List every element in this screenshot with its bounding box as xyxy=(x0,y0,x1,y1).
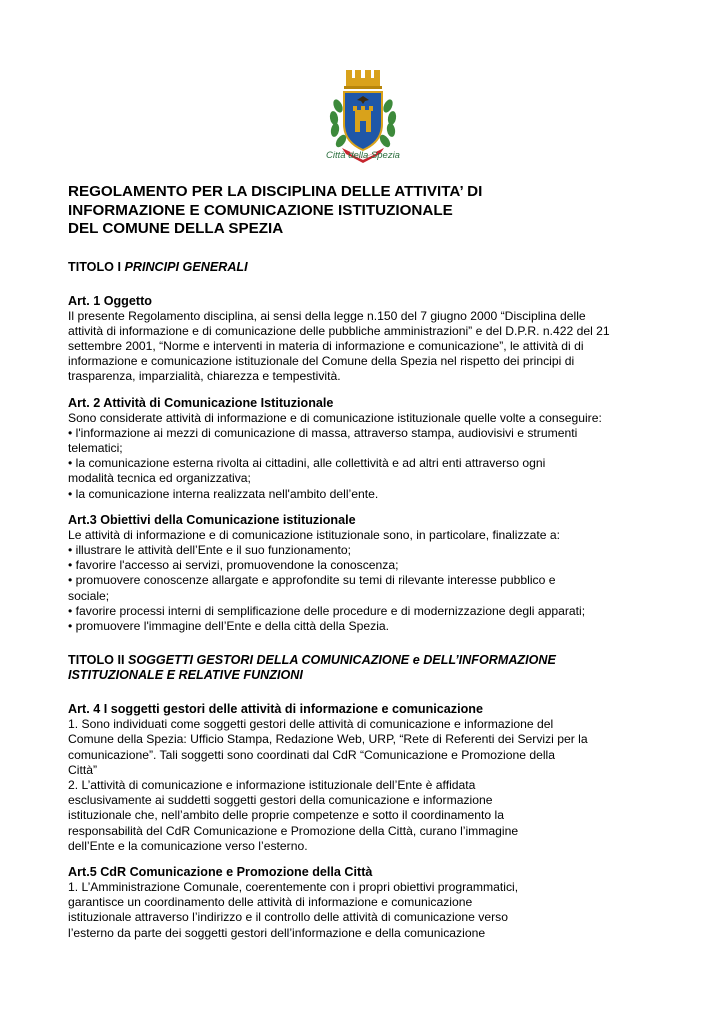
text-line: settembre 2001, “Norme e interventi in materia di informazione e comunicazione”, le attività di di xyxy=(68,338,584,353)
text-line: • illustrare le attività dell’Ente e il suo funzionamento; xyxy=(68,542,351,557)
text-line: • la comunicazione esterna rivolta ai cittadini, alle collettività e ad altri enti attraverso ogni xyxy=(68,456,546,471)
text-line: responsabilità del CdR Comunicazione e Promozione della Città, curano l’immagine xyxy=(68,823,519,838)
article-1-heading: Art. 1 Oggetto xyxy=(68,293,152,308)
text-line: • la comunicazione interna realizzata nell'ambito dell’ente. xyxy=(68,486,379,501)
text-line: istituzionale che, nell’ambito delle proprie competenze e sotto il coordinamento la xyxy=(68,808,504,823)
section-title-prefix: TITOLO II xyxy=(68,653,128,668)
title-line: REGOLAMENTO PER LA DISCIPLINA DELLE ATTIVITA’ DI xyxy=(68,183,483,200)
text-line: • promuovere conoscenze allargate e approfondite su temi di rilevante interesse pubblico e xyxy=(68,573,556,588)
text-line: esclusivamente ai suddetti soggetti gestori della comunicazione e informazione xyxy=(68,793,493,808)
crown-icon xyxy=(344,70,382,89)
section-title-name: ISTITUZIONALE E RELATIVE FUNZIONI xyxy=(68,668,303,683)
section-title-line xyxy=(68,653,652,668)
text-line: l’esterno da parte dei soggetti gestori dell’informazione e della comunicazione xyxy=(68,925,486,940)
document-body xyxy=(68,183,652,941)
section-title-2 xyxy=(68,653,652,683)
article-3-text xyxy=(68,528,652,634)
text-line: comunicazione”. Tali soggetti sono coordinati dal CdR “Comunicazione e Promozione della xyxy=(68,747,556,762)
text-line: dell’Ente e la comunicazione verso l’esterno. xyxy=(68,838,308,853)
text-line: Sono considerate attività di informazione e di comunicazione istituzionale quelle volte a conseguire: xyxy=(68,410,602,425)
text-line: sociale; xyxy=(68,588,110,603)
section-title-name: PRINCIPI GENERALI xyxy=(124,259,248,274)
article-5-heading: Art.5 CdR Comunicazione e Promozione della Città xyxy=(68,864,373,879)
text-line: 2. L’attività di comunicazione e informazione istituzionale dell’Ente è affidata xyxy=(68,777,476,792)
tower-icon xyxy=(353,106,373,132)
article-4-text xyxy=(68,717,652,854)
document-title xyxy=(68,183,652,239)
text-line: modalità tecnica ed organizzativa; xyxy=(68,471,251,486)
title-line: INFORMAZIONE E COMUNICAZIONE ISTITUZIONALE xyxy=(68,201,453,219)
logo-caption: Città della Spezia xyxy=(326,150,400,161)
article-1-text xyxy=(68,309,652,385)
text-line: • favorire l'accesso ai servizi, promuovendone la conoscenza; xyxy=(68,558,399,573)
section-title-prefix: TITOLO I xyxy=(68,259,125,274)
text-line: garantisce un coordinamento delle attività di informazione e comunicazione xyxy=(68,895,473,910)
title-line: DEL COMUNE DELLA SPEZIA xyxy=(68,220,284,237)
section-title-1 xyxy=(68,260,652,275)
text-line: • favorire processi interni di semplificazione delle procedure e di modernizzazione degli apparati; xyxy=(68,603,586,618)
text-line: istituzionale attraverso l’indirizzo e il controllo delle attività di comunicazione verso xyxy=(68,910,508,925)
article-4-heading: Art. 4 I soggetti gestori delle attività di informazione e comunicazione xyxy=(68,702,483,717)
text-line: telematici; xyxy=(68,440,123,455)
text-line: trasparenza, imparzialità, chiarezza e tempestività. xyxy=(68,369,341,384)
text-line: 1. L’Amministrazione Comunale, coerentemente con i propri obiettivi programmatici, xyxy=(68,879,519,894)
article-3-heading: Art.3 Obiettivi della Comunicazione istituzionale xyxy=(68,512,356,527)
section-title-line xyxy=(68,668,652,683)
text-line: Il presente Regolamento disciplina, ai sensi della legge n.150 del 7 giugno 2000 “Disciplina delle xyxy=(68,308,586,323)
article-2-heading: Art. 2 Attività di Comunicazione Istituzionale xyxy=(68,395,334,410)
text-line: • l'informazione ai mezzi di comunicazione di massa, attraverso stampa, audiovisivi e strumenti xyxy=(68,425,578,440)
article-2-text xyxy=(68,411,652,502)
text-line: 1. Sono individuati come soggetti gestori delle attività di comunicazione e informazione del xyxy=(68,717,554,732)
text-line: Le attività di informazione e di comunicazione istituzionale sono, in particolare, finalizzate a: xyxy=(68,527,560,542)
article-5-text xyxy=(68,880,652,941)
text-line: • promuovere l'immagine dell’Ente e della città della Spezia. xyxy=(68,618,390,633)
text-line: Comune della Spezia: Ufficio Stampa, Redazione Web, URP, “Rete di Referenti dei Servizi per la xyxy=(68,732,588,747)
text-line: informazione e comunicazione istituzionale del Comune della Spezia nel rispetto dei principi di xyxy=(68,354,575,369)
text-line: attività di informazione e di comunicazione delle pubbliche amministrazioni” e del D.P.R. n.422 del 21 xyxy=(68,323,610,338)
text-line: Città” xyxy=(68,762,98,777)
section-title-name: SOGGETTI GESTORI DELLA COMUNICAZIONE e DELL’INFORMAZIONE xyxy=(127,653,556,668)
